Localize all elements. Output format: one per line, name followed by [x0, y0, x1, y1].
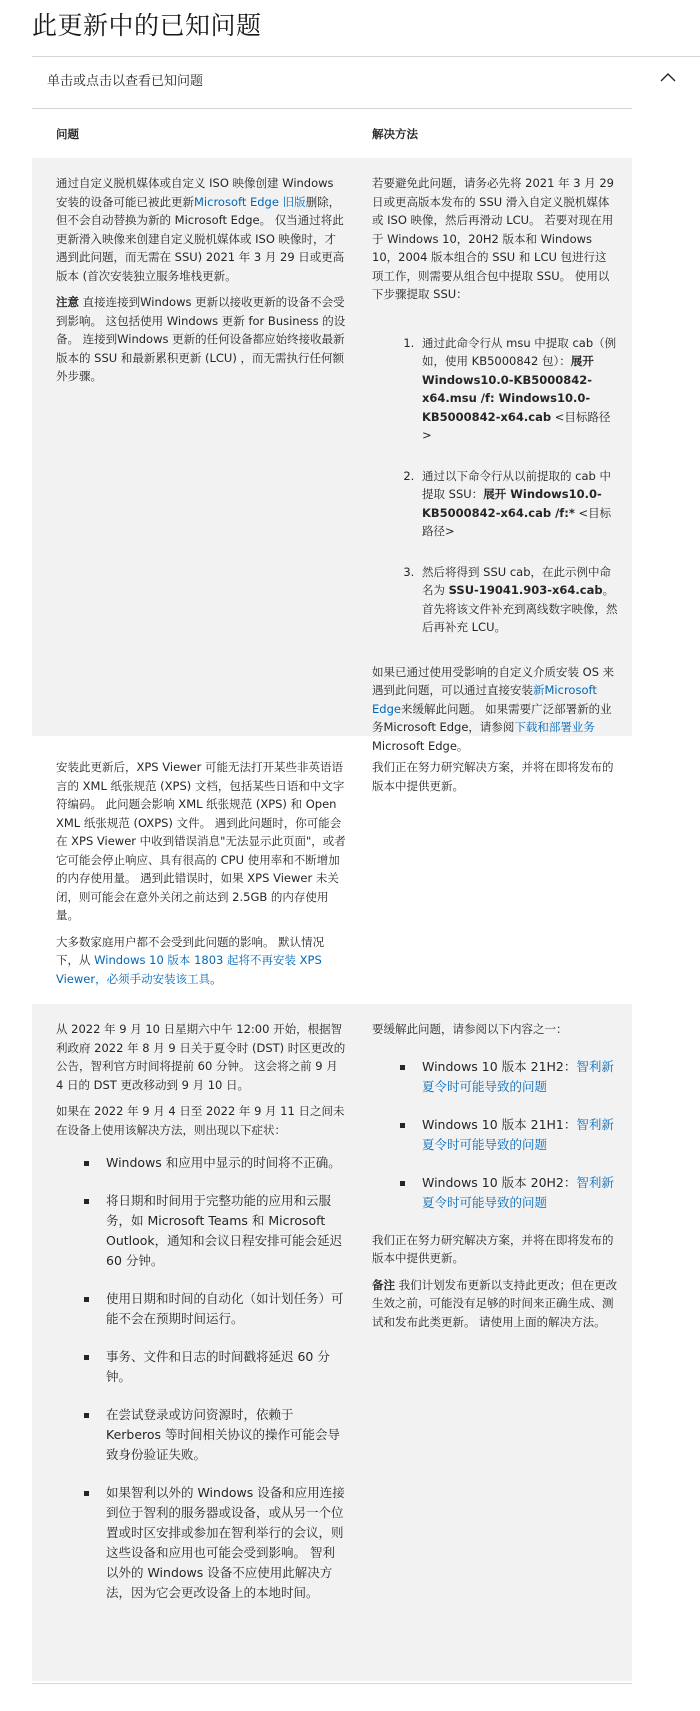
chevron-up-icon[interactable]	[660, 70, 676, 84]
divider	[32, 56, 700, 57]
chile-dst-link-21h2[interactable]: 智利新夏令时可能导致的问题	[422, 1058, 614, 1094]
workaround-paragraph: 我们正在努力研究解决方案，并将在即将发布的版本中提供更新。	[372, 1232, 614, 1265]
workaround-paragraph: 我们正在努力研究解决方案，并将在即将发布的版本中提供更新。	[372, 760, 614, 793]
list-item: Windows 和应用中显示的时间将不正确。	[106, 1153, 346, 1173]
list-item: 将日期和时间用于完整功能的应用和云服务，如 Microsoft Teams 和 Microsoft Outlook，通知和会议日程安排可能会延迟 60 分钟。	[106, 1191, 346, 1271]
list-item: 使用日期和时间的自动化（如计划任务）可能不会在预期时间运行。	[106, 1289, 346, 1329]
issue-paragraph: 如果在 2022 年 9 月 4 日至 2022 年 9 月 11 日之间未在设备上使用该解决方法，则出现以下症状：	[56, 1104, 345, 1137]
workaround-cell	[372, 174, 618, 763]
page-title: 此更新中的已知问题	[32, 11, 262, 40]
list-item: Windows 10 版本 21H2：智利新夏令时可能导致的问题	[422, 1057, 618, 1097]
issue-note: 注意 直接连接到Windows 更新以接收更新的设备不会受到影响。 这包括使用 Windows 更新 for Business 的设备。 连接到Windows 更新的任何设备都应始终接收最新版本的 SSU 和最新累积更新 (LCU) ，而无需执行任何额外步骤。	[56, 295, 346, 383]
list-item: 事务、文件和日志的时间戳将延迟 60 分钟。	[106, 1347, 346, 1387]
divider	[32, 1683, 632, 1684]
issue-cell	[56, 1020, 346, 1621]
table-row	[32, 158, 632, 753]
xps-viewer-link[interactable]: Windows 10 版本 1803 起将不再安装 XPS Viewer，必须手动安装该工具	[56, 953, 322, 986]
deploy-edge-link[interactable]: 下载和部署业务	[514, 720, 595, 734]
issue-paragraph: 安装此更新后，XPS Viewer 可能无法打开某些非英语语言的 XML 纸张规范 (XPS) 文档，包括某些日语和中文字符编码。 此问题会影响 XML 纸张规范 (XPS) 和 Open XML 纸张规范 (OXPS) 文件。 遇到此问题时，你可能会在 XPS Viewer 中收到错误消息"无法显示此页面"，或者它可能会停止响应、具有很高的 CPU 使用率和不断增加的内存使用量。 遇到此错误时，如果 XPS Viewer 未关闭，则可能会在意外关闭之前达到 2.5GB 的内存使用量。	[56, 760, 346, 922]
issue-paragraph: 通过自定义脱机媒体或自定义 ISO 映像创建 Windows 安装的设备可能已被此更新Microsoft Edge 旧版删除，但不会自动替换为新的 Microsoft Edge。 仅当通过将此更新滑入映像来创建自定义脱机媒体或 ISO 映像时，才遇到此问题，而无需在 SSU) 2021 年 3 月 29 日或更高版本 (首次安装独立服务堆栈更新。	[56, 176, 345, 283]
chile-dst-link-20h2[interactable]: 智利新夏令时可能导致的问题	[422, 1174, 614, 1210]
chile-dst-link-21h1[interactable]: 智利新夏令时可能导致的问题	[422, 1116, 614, 1152]
column-header-issue: 问题	[56, 127, 79, 141]
list-item: 如果智利以外的 Windows 设备和应用连接到位于智利的服务器或设备，或从另一个位置或时区安排或参加在智利举行的会议，则这些设备和应用也可能会受到影响。 智利以外的 Windows 设备不应使用此解决方法，因为它会更改设备上的本地时间。	[106, 1483, 346, 1603]
workaround-paragraph: 若要避免此问题，请务必先将 2021 年 3 月 29 日或更高版本发布的 SSU 滑入自定义脱机媒体或 ISO 映像，然后再滑动 LCU。 若要对现在用于 Windows 10，20H2 版本和 Windows 10，2004 版本组合的 SSU 和 LCU 包进行这项工作，则需要从组合包中提取 SSU。 使用以下步骤提取 SSU：	[372, 176, 614, 301]
issue-cell	[56, 758, 346, 996]
table-header	[32, 108, 632, 158]
symptoms-list	[56, 1153, 346, 1603]
known-issues-expander-label[interactable]: 单击或点击以查看已知问题	[47, 74, 204, 89]
list-item: 3. 然后将得到 SSU cab，在此示例中命名为 SSU-19041.903-x64.cab。 首先将该文件补充到离线数字映像，然后再补充 LCU。	[418, 563, 618, 637]
list-item: Windows 10 版本 21H1：智利新夏令时可能导致的问题	[422, 1115, 618, 1155]
workaround-paragraph: 如果已通过使用受影响的自定义介质安装 OS 来遇到此问题，可以通过直接安装新Microsoft Edge来缓解此问题。 如果需要广泛部署新的业务Microsoft Edge，请参阅下载和部署业务 Microsoft Edge。	[372, 664, 615, 753]
workaround-links-list	[372, 1057, 618, 1213]
list-item: Windows 10 版本 20H2：智利新夏令时可能导致的问题	[422, 1173, 618, 1213]
workaround-paragraph: 要缓解此问题，请参阅以下内容之一：	[372, 1022, 568, 1036]
column-header-workaround: 解决方法	[372, 127, 418, 141]
known-issues-table	[32, 108, 632, 158]
issue-paragraph: 从 2022 年 9 月 10 日星期六中午 12:00 开始，根据智利政府 2022 年 8 月 9 日关于夏令时 (DST) 时区更改的公告，智利官方时间将提前 60 分钟。 这会将之前 9 月 4 日的 DST 更改移动到 9 月 10 日。	[56, 1022, 346, 1092]
list-item: 1. 通过此命令行从 msu 中提取 cab（例如，使用 KB5000842 包）：展开 Windows10.0-KB5000842-x64.msu /f: Windows10.0-KB5000842-x64.cab <目标路径>	[418, 334, 618, 445]
edge-legacy-link[interactable]: Microsoft Edge 旧版	[194, 194, 306, 209]
workaround-cell	[372, 758, 618, 803]
issue-cell	[56, 174, 346, 394]
new-edge-link[interactable]: 新Microsoft Edge	[372, 683, 597, 716]
list-item: 2. 通过以下命令行从以前提取的 cab 中提取 SSU：展开 Windows10.0-KB5000842-x64.cab /f:* <目标路径>	[418, 467, 618, 541]
table-row	[32, 746, 632, 986]
workaround-cell	[372, 1020, 618, 1339]
list-item: 在尝试登录或访问资源时，依赖于 Kerberos 等时间相关协议的操作可能会导致身份验证失败。	[106, 1405, 346, 1465]
issue-paragraph: 大多数家庭用户都不会受到此问题的影响。 默认情况下，从 Windows 10 版本 1803 起将不再安装 XPS Viewer，必须手动安装该工具。	[56, 934, 325, 986]
workaround-note: 备注 我们计划发布更新以支持此更改；但在更改生效之前，可能没有足够的时间来正确生成、测试和发布此类更新。 请使用上面的解决方法。	[372, 1277, 618, 1329]
steps-list	[372, 334, 618, 637]
table-row	[32, 1004, 632, 1681]
